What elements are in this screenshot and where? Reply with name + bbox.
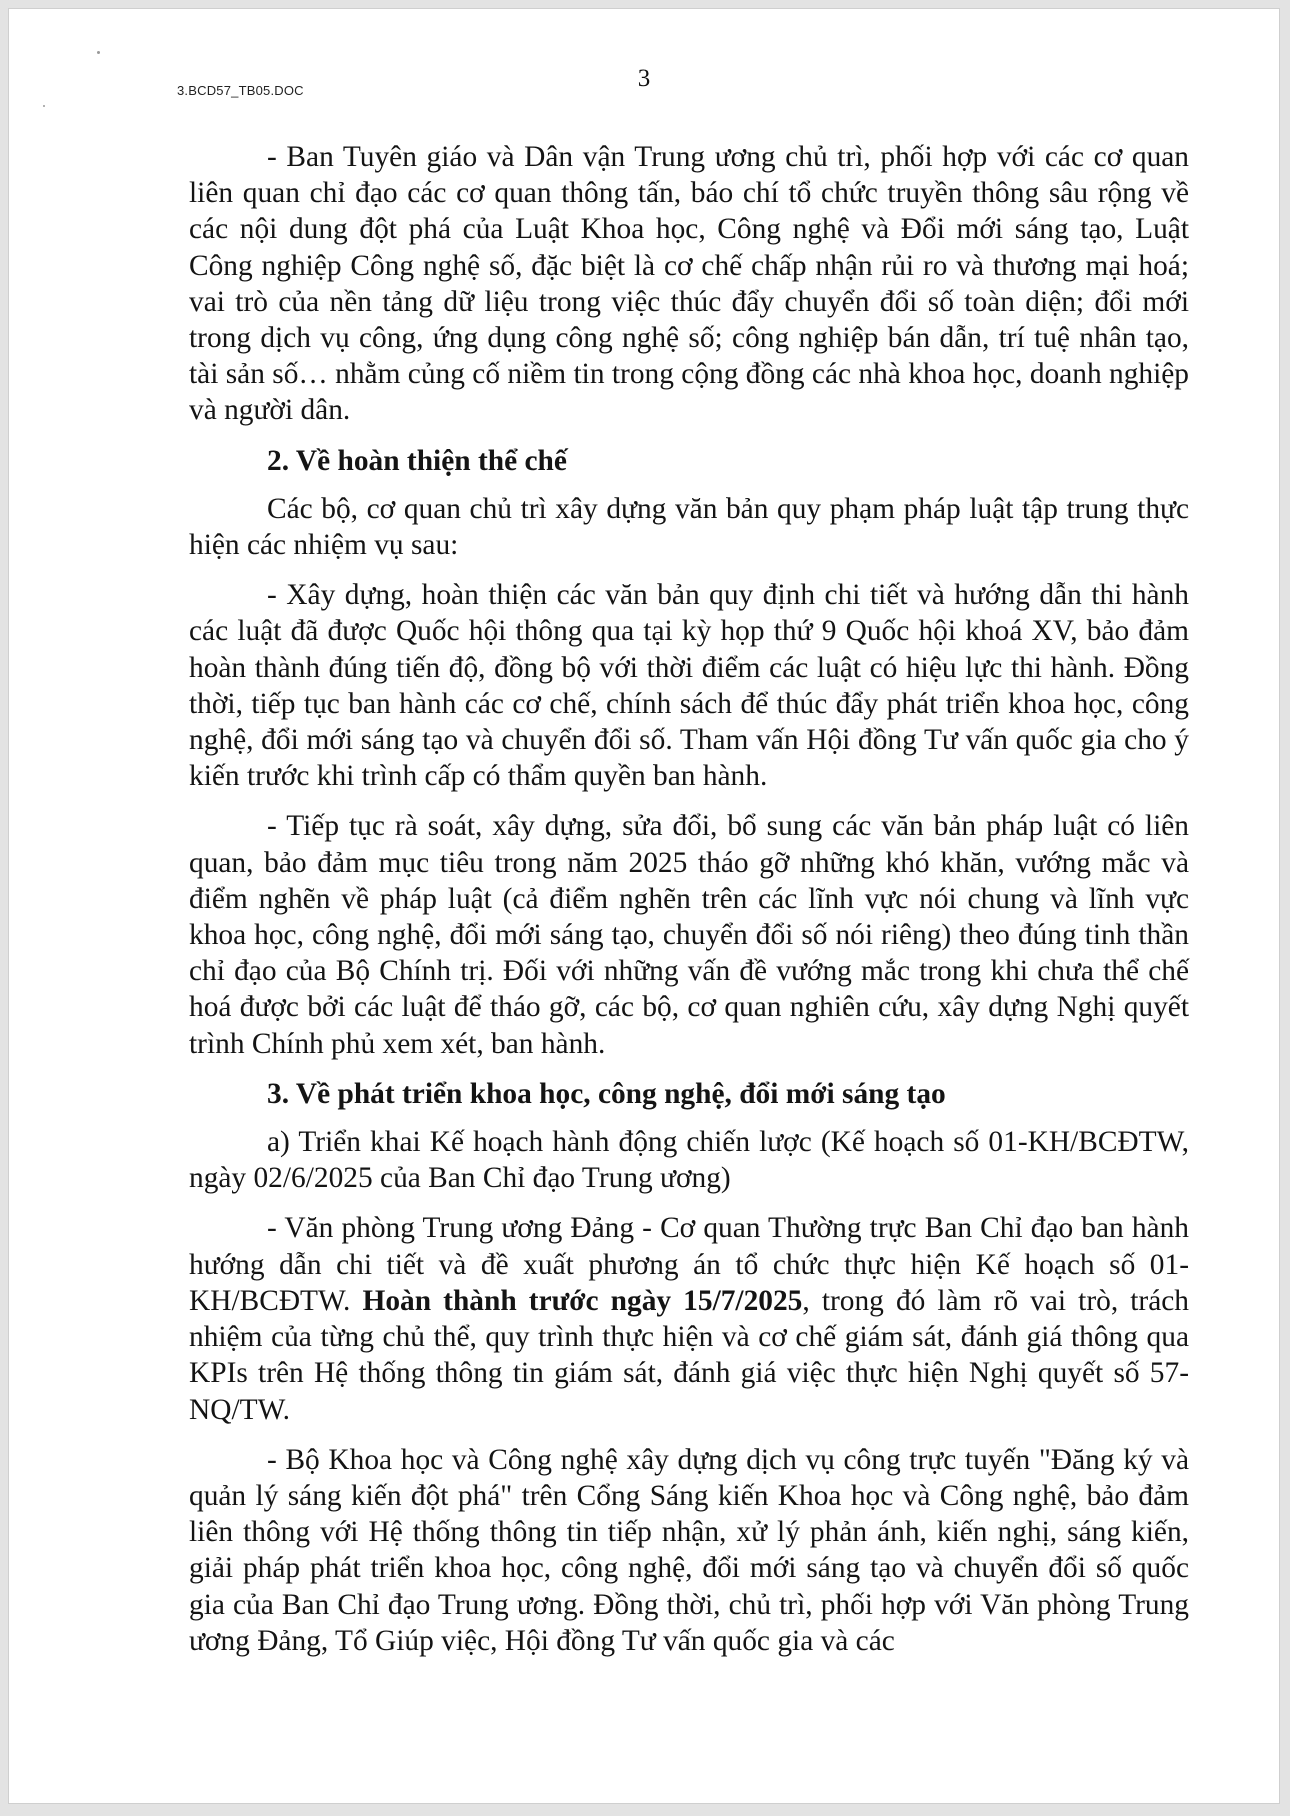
scan-speck: [97, 51, 100, 54]
deadline-highlight: Hoàn thành trước ngày 15/7/2025: [362, 1284, 803, 1317]
paragraph-central-office-text-2: , trong đó làm rõ vai trò, trách nhiệm của từng chủ thể, quy trình thực hiện và cơ chế giám sát, đánh giá thông qua KPIs trên Hệ thống thông tin giám sát, đánh giá việc thực hiện Nghị quyết số 57-NQ/TW.: [189, 1284, 1189, 1426]
paragraph-central-office-text-1: - Văn phòng Trung ương Đảng - Cơ quan Thường trực Ban Chỉ đạo ban hành hướng dẫn chi tiết và đề xuất phương án tổ chức thực hiện Kế hoạch số 01-KH/BCĐTW.: [189, 1212, 1189, 1317]
section-heading-institutions: 2. Về hoàn thiện thể chế: [267, 444, 567, 477]
file-code-label: 3.BCD57_TB05.DOC: [177, 83, 304, 98]
section-heading-science-technology: 3. Về phát triển khoa học, công nghệ, đổi mới sáng tạo: [267, 1077, 946, 1110]
paragraph-online-service: - Bộ Khoa học và Công nghệ xây dựng dịch vụ công trực tuyến "Đăng ký và quản lý sáng kiến đột phá" trên Cổng Sáng kiến Khoa học và Công nghệ, bảo đảm liên thông với Hệ thống thông tin tiếp nhận, xử lý phản ánh, kiến nghị, sáng kiến, giải pháp phát triển khoa học, công nghệ, đổi mới sáng tạo và chuyển đổi số quốc gia của Ban Chỉ đạo Trung ương. Đồng thời, chủ trì, phối hợp với Văn phòng Trung ương Đảng, Tổ Giúp việc, Hội đồng Tư vấn quốc gia và các: [189, 1443, 1189, 1657]
paragraph-detailed-regulations: - Xây dựng, hoàn thiện các văn bản quy định chi tiết và hướng dẫn thi hành các luật đã được Quốc hội thông qua tại kỳ họp thứ 9 Quốc hội khoá XV, bảo đảm hoàn thành đúng tiến độ, đồng bộ với thời điểm các luật có hiệu lực thi hành. Đồng thời, tiếp tục ban hành các cơ chế, chính sách để thúc đẩy phát triển khoa học, công nghệ, đổi mới sáng tạo và chuyển đổi số. Tham vấn Hội đồng Tư vấn quốc gia cho ý kiến trước khi trình cấp có thẩm quyền ban hành.: [189, 579, 1189, 793]
paragraph-ministries-tasks: Các bộ, cơ quan chủ trì xây dựng văn bản quy phạm pháp luật tập trung thực hiện các nhiệm vụ sau:: [189, 492, 1189, 562]
paragraph-legal-review: - Tiếp tục rà soát, xây dựng, sửa đổi, bổ sung các văn bản pháp luật có liên quan, bảo đảm mục tiêu trong năm 2025 tháo gỡ những khó khăn, vướng mắc và điểm nghẽn về pháp luật (cả điểm nghẽn trên các lĩnh vực nói chung và lĩnh vực khoa học, công nghệ, đổi mới sáng tạo, chuyển đổi số nói riêng) theo đúng tinh thần chỉ đạo của Bộ Chính trị. Đối với những vấn đề vướng mắc trong khi chưa thể chế hoá được bởi các luật để tháo gỡ, các bộ, cơ quan nghiên cứu, xây dựng Nghị quyết trình Chính phủ xem xét, ban hành.: [189, 810, 1189, 1060]
scan-speck: [43, 105, 45, 107]
paragraph-propaganda: - Ban Tuyên giáo và Dân vận Trung ương chủ trì, phối hợp với các cơ quan liên quan chỉ đạo các cơ quan thông tấn, báo chí tổ chức truyền thông sâu rộng về các nội dung đột phá của Luật Khoa học, Công nghệ và Đổi mới sáng tạo, Luật Công nghiệp Công nghệ số, đặc biệt là cơ chế chấp nhận rủi ro và thương mại hoá; vai trò của nền tảng dữ liệu trong việc thúc đẩy chuyển đổi số toàn diện; đổi mới trong dịch vụ công, ứng dụng công nghệ số; công nghiệp bán dẫn, trí tuệ nhân tạo, tài sản số… nhằm củng cố niềm tin trong cộng đồng các nhà khoa học, doanh nghiệp và người dân.: [189, 141, 1189, 427]
document-sheet: [8, 8, 1280, 1804]
document-body: [189, 139, 1189, 1673]
page-number: 3: [637, 65, 651, 92]
paragraph-central-office: [189, 1210, 1189, 1427]
paragraph-action-plan: a) Triển khai Kế hoạch hành động chiến lược (Kế hoạch số 01-KH/BCĐTW, ngày 02/6/2025 của Ban Chỉ đạo Trung ương): [189, 1126, 1189, 1195]
